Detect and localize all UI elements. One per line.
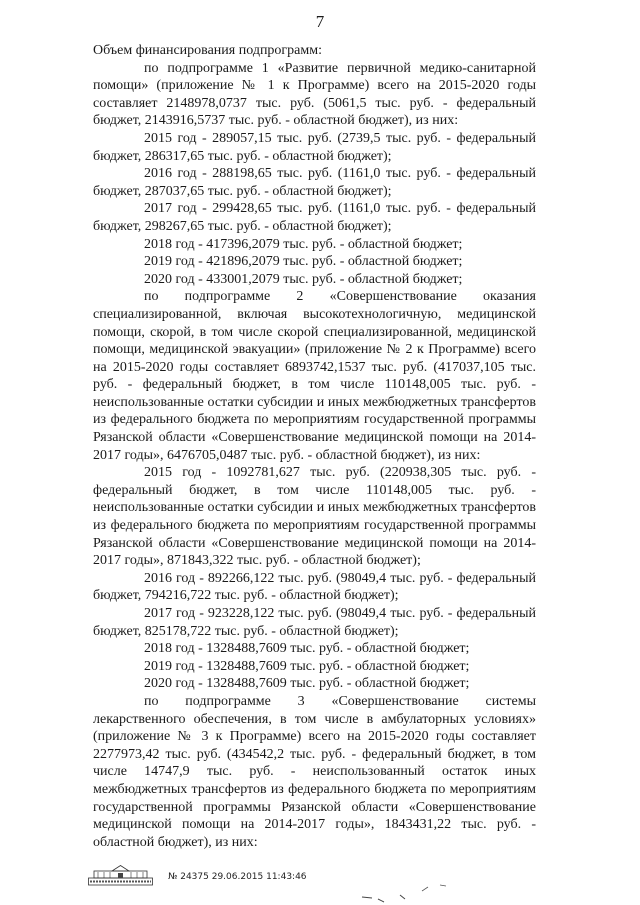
paragraph: по подпрограмме 1 «Развитие первичной медико-санитарной помощи» (приложение № 1 к Программе) всего на 2015-2020 годы составляет 2148978,0737 тыс. руб. (5061,5 тыс. руб. - федеральный бюджет, 2143916,5737 тыс. руб. - областной бюджет), из них: <box>93 60 536 129</box>
paragraph: 2017 год - 923228,122 тыс. руб. (98049,4 тыс. руб. - федеральный бюджет, 825178,722 тыс. руб. - областной бюджет); <box>93 606 536 639</box>
paragraph: по подпрограмме 3 «Совершенствование системы лекарственного обеспечения, в том числе в амбулаторных условиях» (приложение № 3 к Программе) всего на 2015-2020 годы составляет 2277973,42 тыс. руб. (434542,2 тыс. руб. - федеральный бюджет, в том числе 14747,9 тыс. руб. - неиспользованный остаток иных межбюджетных трансфертов из федерального бюджета по мероприятиям государственной программы Рязанской области «Совершенствование медицинской помощи на 2014-2017 годы», 1843431,22 тыс. руб. - областной бюджет), из них: <box>93 693 536 850</box>
paragraph: 2019 год - 1328488,7609 тыс. руб. - областной бюджет; <box>144 658 470 674</box>
paragraph: Объем финансирования подпрограмм: <box>93 43 322 58</box>
pen-mark-icon <box>420 882 460 894</box>
paragraph: 2017 год - 299428,65 тыс. руб. (1161,0 тыс. руб. - федеральный бюджет, 298267,65 тыс. руб. - областной бюджет); <box>93 201 536 234</box>
paragraph: 2019 год - 421896,2079 тыс. руб. - областной бюджет; <box>144 254 463 270</box>
paragraph: 2018 год - 417396,2079 тыс. руб. - областной бюджет; <box>144 236 463 252</box>
paragraph: 2018 год - 1328488,7609 тыс. руб. - областной бюджет; <box>144 641 470 657</box>
paragraph: 2020 год - 433001,2079 тыс. руб. - областной бюджет; <box>144 271 463 287</box>
paragraph: 2016 год - 892266,122 тыс. руб. (98049,4 тыс. руб. - федеральный бюджет, 794216,722 тыс. руб. - областной бюджет); <box>93 570 536 604</box>
document-registration-mark: № 24375 29.06.2015 11:43:46 <box>168 872 307 882</box>
paragraph: 2016 год - 288198,65 тыс. руб. (1161,0 тыс. руб. - федеральный бюджет, 287037,65 тыс. руб. - областной бюджет); <box>93 166 536 199</box>
paragraph: 2015 год - 1092781,627 тыс. руб. (220938,305 тыс. руб. - федеральный бюджет, в том числе 110148,005 тыс. руб. - неиспользованные остатки субсидии и иных межбюджетных трансфертов из федерального бюджета по мероприятиям государственной программы Рязанской области «Совершенствование медицинской помощи на 2014-2017 годы», 871843,322 тыс. руб. - областной бюджет); <box>93 465 536 569</box>
document-body <box>93 42 536 851</box>
government-building-seal-icon <box>88 864 153 891</box>
paragraph: по подпрограмме 2 «Совершенствование оказания специализированной, включая высокотехнологичную, медицинской помощи, скорой, в том числе скорой специализированной, медицинской помощи, медицинской эвакуации» (приложение № 2 к Программе) всего на 2015-2020 годы составляет 6893742,1537 тыс. руб. (417037,105 тыс. руб. - федеральный бюджет, в том числе 110148,005 тыс. руб. - неиспользованные остатки субсидии и иных межбюджетных трансфертов из федерального бюджета по мероприятиям государственной программы Рязанской области «Совершенствование медицинской помощи на 2014-2017 годы», 6476705,0487 тыс. руб. - областной бюджет), из них: <box>93 289 536 463</box>
document-footer <box>88 866 307 888</box>
page-number: 7 <box>315 12 325 31</box>
paragraph: 2015 год - 289057,15 тыс. руб. (2739,5 тыс. руб. - федеральный бюджет, 286317,65 тыс. руб. - областной бюджет); <box>93 130 536 164</box>
pen-mark-icon <box>360 892 420 904</box>
paragraph: 2020 год - 1328488,7609 тыс. руб. - областной бюджет; <box>144 676 470 692</box>
